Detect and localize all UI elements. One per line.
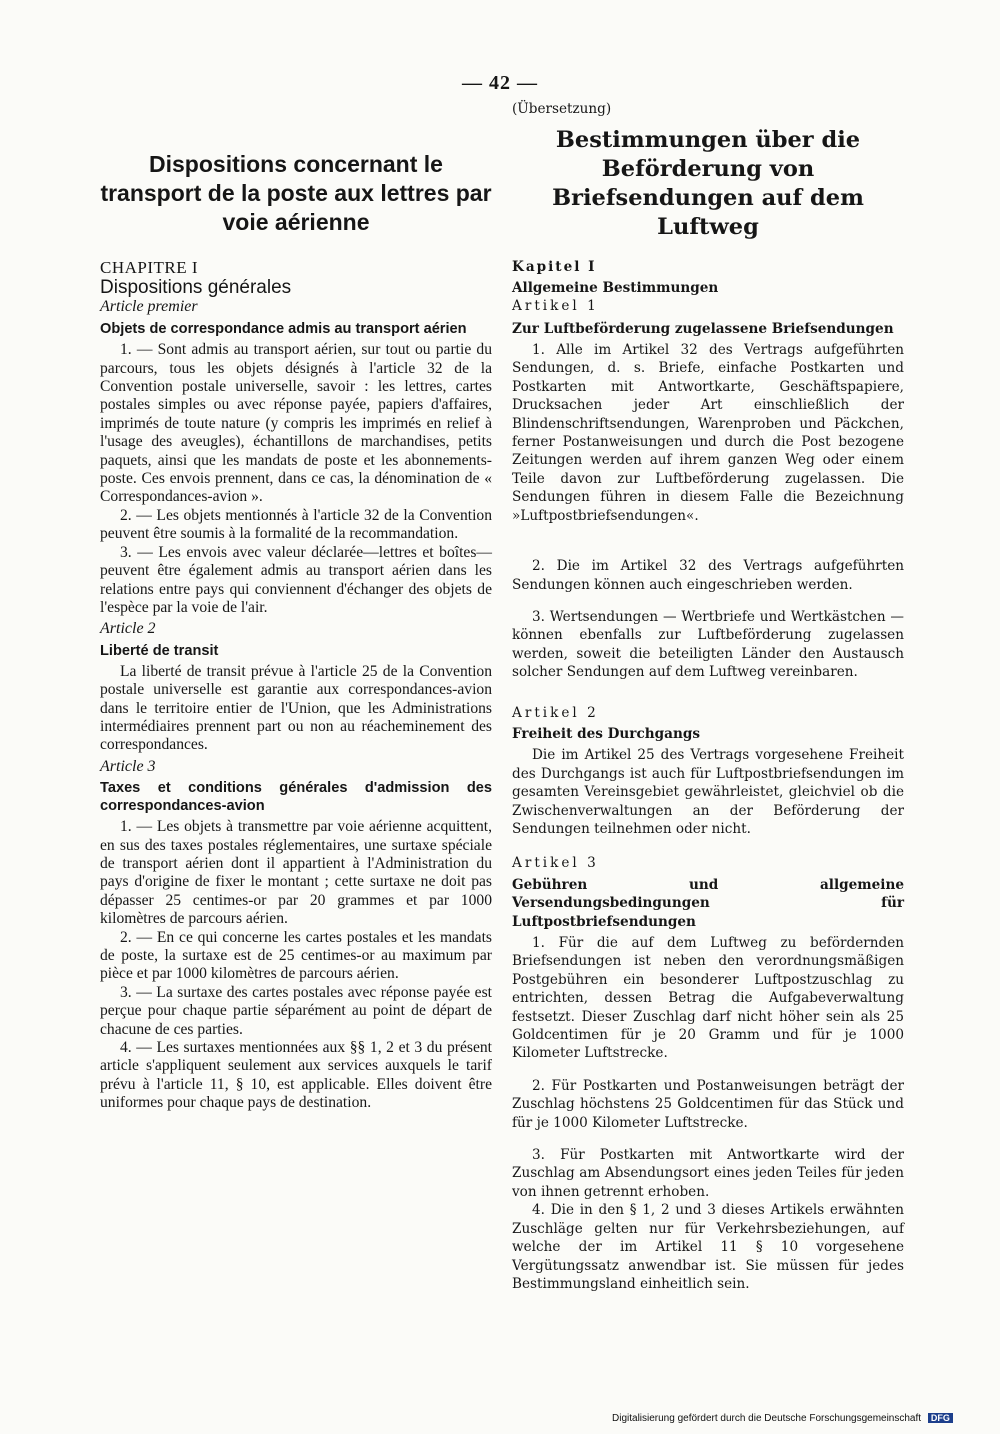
german-article-1-para-2: 2. Die im Artikel 32 des Vertrags aufgeführten Sendungen können auch eingeschrieben werden. (512, 558, 904, 593)
footer-credit (612, 1413, 953, 1424)
french-article-2-para-1: La liberté de transit prévue à l'article 25 de la Convention postale universelle est garantie aux correspondances-avion dans le territoire entier de l'Union, que les Administrations intermédiaires prennent part ou non au réacheminement des correspondances. (100, 662, 492, 754)
french-article-3-para-2: 2. — En ce qui concerne les cartes postales et les mandats de poste, la surtaxe est de 25 centimes-or au maximum par pièce et par 1000 kilomètres de parcours aérien. (100, 928, 492, 983)
french-article-3-label: Article 3 (100, 757, 156, 775)
german-article-3-para-4: 4. Die in den § 1, 2 und 3 dieses Artikels erwähnten Zuschläge gelten nur für Verkehrsbeziehungen, auf welche der im Artikel 11 § 10 vorgesehene Vergütungssatz anwendbar ist. Sie müssen für jedes Bestimmungsland einheitlich sein. (512, 1202, 904, 1292)
german-article-1-heading: Zur Luftbeförderung zugelassene Briefsendungen (512, 320, 894, 337)
german-article-3-para-3: 3. Für Postkarten mit Antwortkarte wird der Zuschlag am Absendungsort eines jeden Teiles für jeden von ihnen getrennt erhoben. (512, 1147, 904, 1200)
french-article-2-label: Article 2 (100, 620, 156, 638)
french-column (100, 100, 492, 1113)
german-title: Bestimmungen über die Beförderung von Briefsendungen auf dem Luftweg (552, 127, 864, 241)
french-article-3-para-1: 1. — Les objets à transmettre par voie aérienne acquittent, en sus des taxes postales réglementaires, une surtaxe spéciale de transport aérien dont il appartient à l'Administration du pays d'origine de fixer le montant ; cette surtaxe ne doit pas dépasser 25 centimes-or par 20 grammes et par 1000 kilomètres de parcours aérien. (100, 818, 492, 928)
german-article-2-para-1: Die im Artikel 25 des Vertrags vorgesehene Freiheit des Durchgangs ist auch für Luftpostbriefsendungen im gesamten Vereinsgebiet gewährleistet, gleichviel ob die Zwischenverwaltungen an der Beförderung der Sendungen teilnehmen oder nicht. (512, 747, 904, 837)
french-article-1-para-2: 2. — Les objets mentionnés à l'article 32 de la Convention peuvent être soumis à la formalité de la recommandation. (100, 506, 492, 543)
footer-text: Digitalisierung gefördert durch die Deutsche Forschungsgemeinschaft (612, 1413, 922, 1424)
german-translation-note: (Übersetzung) (512, 101, 612, 117)
french-article-3-heading: Taxes et conditions générales d'admission des correspondances-avion (100, 780, 492, 815)
french-article-2-heading: Liberté de transit (100, 642, 219, 659)
french-article-3-para-4: 4. — Les surtaxes mentionnées aux §§ 1, 2 et 3 du présent article s'appliquent seulement aux services auxquels le tarif prévu à l'article 11, § 10, est applicable. Elles doivent être uniformes pour chaque pays de destination. (100, 1039, 492, 1112)
french-chapter: CHAPITRE I (100, 258, 199, 277)
german-section-title: Allgemeine Bestimmungen (512, 279, 719, 296)
german-chapter: Kapitel I (512, 259, 597, 276)
french-article-1-label: Article premier (100, 297, 198, 315)
french-title: Dispositions concernant le transport de la poste aux lettres par voie aérienne (100, 151, 492, 235)
german-column (512, 100, 904, 1293)
german-article-2-heading: Freiheit des Durchgangs (512, 725, 700, 742)
german-article-1-para-1: 1. Alle im Artikel 32 des Vertrags aufgeführten Sendungen, d. s. Briefe, einfache Postkarten und Postkarten mit Antwortkarte, Geschäftspapiere, Drucksachen jeder Art einschließlich der Blindenschriftsendungen, Warenproben und Päckchen, ferner Postanweisungen und durch die Post bezogene Zeitungen werden auf ihrem ganzen Weg oder einem Teile davon zur Luftbeförderung zugelassen. Die Sendungen führen in diesem Falle die Bezeichnung »Luftpostbriefsendungen«. (512, 342, 904, 524)
german-article-3-para-1: 1. Für die auf dem Luftweg zu befördernden Briefsendungen ist neben den verordnungsmäßigen Postgebühren ein besonderer Luftpostzuschlag zu entrichten, dessen Betrag die Aufgabeverwaltung festsetzt. Dieser Zuschlag darf nicht höher sein als 25 Goldcentimen für je 20 Gramm und für je 1000 Kilometer Luftstrecke. (512, 935, 904, 1062)
german-article-3-label: Artikel 3 (512, 855, 599, 872)
dfg-logo: DFG (928, 1413, 953, 1423)
french-article-1-para-3: 3. — Les envois avec valeur déclarée—lettres et boîtes—peuvent être également admis au transport aérien dans les relations entre pays qui conviennent d'échanger des objets de l'espèce par la voie de l'air. (100, 543, 492, 616)
french-section-title: Dispositions générales (100, 277, 292, 299)
french-article-3-para-3: 3. — La surtaxe des cartes postales avec réponse payée est perçue pour chaque partie séparément au point de départ de chacune de ces parties. (100, 983, 492, 1038)
page-number: — 42 — (462, 72, 538, 94)
german-article-2-label: Artikel 2 (512, 704, 599, 721)
german-article-1-para-3: 3. Wertsendungen — Wertbriefe und Wertkästchen — können ebenfalls zur Luftbeförderung zugelassen werden, soweit die beteiligten Länder den Austausch solcher Sendungen auf dem Luftweg vereinbaren. (512, 608, 904, 681)
french-article-1-para-1: 1. — Sont admis au transport aérien, sur tout ou partie du parcours, tous les objets désignés à l'article 32 de la Convention postale universelle, savoir : les lettres, cartes postales simples ou avec réponse payée, papiers d'affaires, imprimés de toute nature (y compris les imprimés en relief à l'usage des aveugles), échantillons de marchandises, petits paquets, ainsi que les mandats de poste et les abonnements-poste. Ces envois prennent, dans ce cas, la dénomination de « Correspondances-avion ». (100, 341, 492, 506)
german-article-3-heading: Gebühren und allgemeine Versendungsbedingungen für Luftpostbriefsendungen (512, 876, 904, 930)
german-article-3-para-2: 2. Für Postkarten und Postanweisungen beträgt der Zuschlag höchstens 25 Goldcentimen für das Stück und für je 1000 Kilometer Luftstrecke. (512, 1077, 904, 1131)
german-article-1-label: Artikel 1 (512, 298, 599, 315)
french-article-1-heading: Objets de correspondance admis au transport aérien (100, 321, 467, 338)
